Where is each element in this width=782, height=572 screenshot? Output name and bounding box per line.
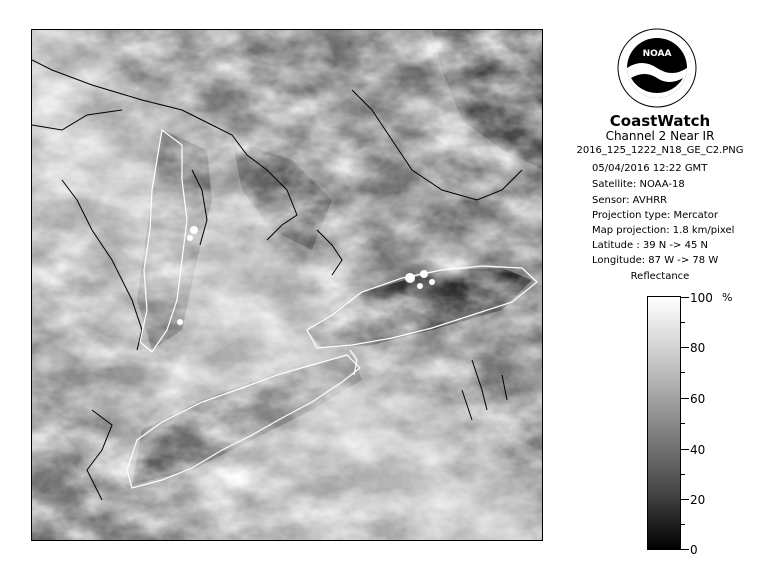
colorbar-minor-tick bbox=[681, 372, 685, 373]
meta-longitude: Longitude: 87 W -> 78 W bbox=[592, 255, 719, 266]
colorbar-tick bbox=[681, 499, 689, 500]
meta-projection-type: Projection type: Mercator bbox=[592, 210, 718, 221]
colorbar-label-40: 40 bbox=[690, 443, 706, 457]
meta-satellite: Satellite: NOAA-18 bbox=[592, 179, 685, 190]
cloud-streaks bbox=[32, 30, 543, 541]
colorbar-label-20: 20 bbox=[690, 493, 706, 507]
colorbar-minor-tick bbox=[681, 322, 685, 323]
colorbar-tick bbox=[681, 347, 689, 348]
product-filename: 2016_125_1222_N18_GE_C2.PNG bbox=[576, 145, 744, 156]
colorbar-title: Reflectance bbox=[630, 271, 690, 282]
meta-datetime: 05/04/2016 12:22 GMT bbox=[592, 163, 708, 174]
meta-latitude: Latitude : 39 N -> 45 N bbox=[592, 240, 708, 251]
colorbar-minor-tick bbox=[681, 423, 685, 424]
colorbar-tick bbox=[681, 398, 689, 399]
colorbar-minor-tick bbox=[681, 524, 685, 525]
meta-sensor: Sensor: AVHRR bbox=[592, 195, 668, 206]
noaa-seal-icon bbox=[617, 28, 697, 108]
colorbar-minor-tick bbox=[681, 474, 685, 475]
colorbar-label-100: 100 bbox=[690, 291, 713, 305]
colorbar-label-0: 0 bbox=[690, 543, 698, 557]
colorbar-label-80: 80 bbox=[690, 341, 706, 355]
satellite-image-panel bbox=[31, 29, 543, 541]
colorbar-tick bbox=[681, 449, 689, 450]
satellite-image bbox=[32, 30, 543, 541]
meta-map-projection: Map projection: 1.8 km/pixel bbox=[592, 225, 735, 236]
product-subtitle: Channel 2 Near IR bbox=[605, 129, 715, 143]
reflectance-colorbar bbox=[647, 296, 681, 550]
colorbar-tick bbox=[681, 297, 689, 298]
product-title: CoastWatch bbox=[609, 112, 711, 130]
colorbar-tick bbox=[681, 549, 689, 550]
colorbar-unit: % bbox=[722, 291, 733, 304]
logo-text: NOAA bbox=[642, 49, 672, 59]
colorbar-label-60: 60 bbox=[690, 392, 706, 406]
